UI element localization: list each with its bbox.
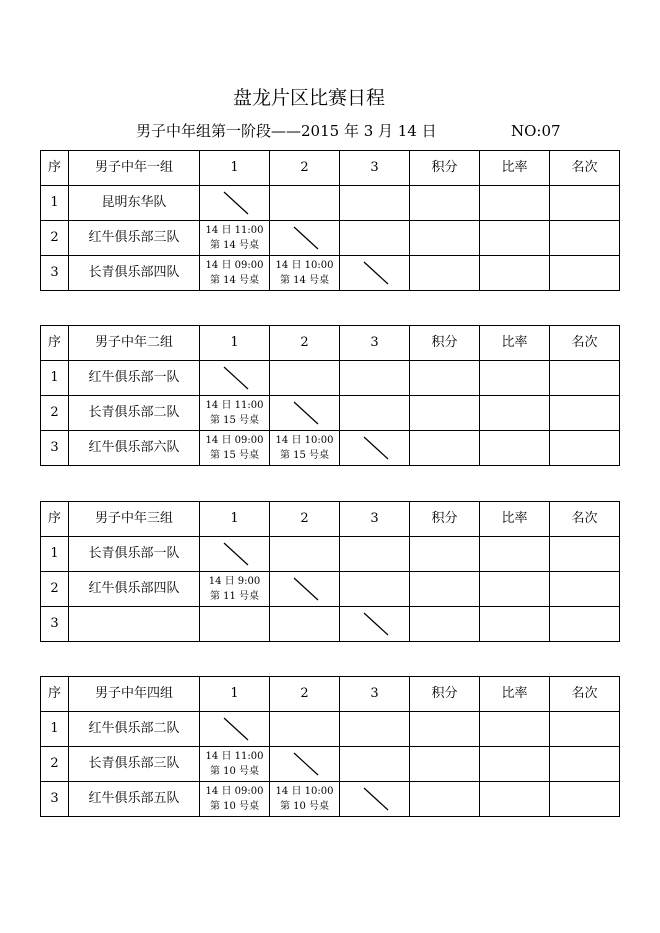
- header-col-2: 2: [270, 326, 340, 361]
- row-seq: 1: [41, 537, 69, 572]
- match-table: 第 14 号桌: [209, 240, 260, 251]
- match-time: 14 日 09:00: [205, 260, 264, 271]
- header-rank: 名次: [550, 677, 620, 712]
- points-cell: [410, 607, 480, 642]
- diagonal-slash-icon: [362, 611, 390, 637]
- header-col-2: 2: [270, 502, 340, 537]
- page-subtitle: 男子中年组第一阶段——2015 年 3 月 14 日: [136, 122, 437, 140]
- match-time: 14 日 10:00: [275, 435, 334, 446]
- points-cell: [410, 361, 480, 396]
- match-cell-2: [270, 431, 340, 466]
- self-match-cell: [200, 712, 270, 747]
- team-name: 红牛俱乐部三队: [69, 221, 200, 256]
- points-cell: [410, 221, 480, 256]
- match-cell-1: [200, 607, 270, 642]
- ratio-cell: [480, 256, 550, 291]
- ratio-cell: [480, 712, 550, 747]
- header-col-3: 3: [340, 677, 410, 712]
- rank-cell: [550, 537, 620, 572]
- diagonal-slash-icon: [362, 786, 390, 812]
- self-match-cell: [200, 537, 270, 572]
- table-row: [41, 256, 620, 291]
- table-row: [41, 361, 620, 396]
- match-cell-2: [270, 782, 340, 817]
- match-table: 第 10 号桌: [209, 766, 260, 777]
- match-cell-1: [200, 256, 270, 291]
- rank-cell: [550, 256, 620, 291]
- header-rank: 名次: [550, 326, 620, 361]
- self-match-cell: [200, 186, 270, 221]
- row-seq: 3: [41, 607, 69, 642]
- match-cell-1: [200, 396, 270, 431]
- header-col-2: 2: [270, 151, 340, 186]
- header-col-3: 3: [340, 502, 410, 537]
- team-name: 红牛俱乐部五队: [69, 782, 200, 817]
- header-col-1: 1: [200, 151, 270, 186]
- group-name: 男子中年三组: [69, 502, 200, 537]
- self-match-cell: [200, 361, 270, 396]
- match-time: 14 日 11:00: [205, 751, 264, 762]
- points-cell: [410, 537, 480, 572]
- points-cell: [410, 712, 480, 747]
- group-name: 男子中年一组: [69, 151, 200, 186]
- header-col-1: 1: [200, 326, 270, 361]
- diagonal-slash-icon: [222, 365, 250, 391]
- team-name: 长青俱乐部三队: [69, 747, 200, 782]
- document-number: NO:07: [511, 122, 561, 140]
- header-col-1: 1: [200, 502, 270, 537]
- row-seq: 1: [41, 186, 69, 221]
- header-ratio: 比率: [480, 326, 550, 361]
- team-name: 长青俱乐部一队: [69, 537, 200, 572]
- group-name: 男子中年二组: [69, 326, 200, 361]
- match-table: 第 14 号桌: [209, 275, 260, 286]
- self-match-cell: [340, 607, 410, 642]
- points-cell: [410, 186, 480, 221]
- team-name: 红牛俱乐部一队: [69, 361, 200, 396]
- match-cell-1: [200, 747, 270, 782]
- ratio-cell: [480, 396, 550, 431]
- match-cell-2: [270, 712, 340, 747]
- team-name: 昆明东华队: [69, 186, 200, 221]
- table-row: [41, 607, 620, 642]
- group-table: [40, 501, 620, 642]
- header-points: 积分: [410, 502, 480, 537]
- row-seq: 3: [41, 256, 69, 291]
- table-row: [41, 712, 620, 747]
- ratio-cell: [480, 572, 550, 607]
- diagonal-slash-icon: [222, 716, 250, 742]
- match-cell-3: [340, 186, 410, 221]
- rank-cell: [550, 782, 620, 817]
- match-table: 第 10 号桌: [279, 801, 330, 812]
- rank-cell: [550, 361, 620, 396]
- rank-cell: [550, 186, 620, 221]
- self-match-cell: [340, 256, 410, 291]
- team-name: [69, 607, 200, 642]
- match-time: 14 日 9:00: [208, 576, 261, 587]
- diagonal-slash-icon: [292, 225, 320, 251]
- table-header-row: [41, 502, 620, 537]
- table-row: [41, 221, 620, 256]
- self-match-cell: [270, 221, 340, 256]
- match-cell-3: [340, 537, 410, 572]
- team-name: 红牛俱乐部六队: [69, 431, 200, 466]
- row-seq: 2: [41, 747, 69, 782]
- table-header-row: [41, 326, 620, 361]
- match-cell-3: [340, 712, 410, 747]
- match-table: 第 15 号桌: [209, 450, 260, 461]
- points-cell: [410, 782, 480, 817]
- team-name: 长青俱乐部二队: [69, 396, 200, 431]
- row-seq: 1: [41, 361, 69, 396]
- table-row: [41, 396, 620, 431]
- diagonal-slash-icon: [222, 541, 250, 567]
- self-match-cell: [340, 431, 410, 466]
- header-points: 积分: [410, 677, 480, 712]
- match-table: 第 10 号桌: [209, 801, 260, 812]
- header-ratio: 比率: [480, 502, 550, 537]
- ratio-cell: [480, 186, 550, 221]
- row-seq: 2: [41, 396, 69, 431]
- header-ratio: 比率: [480, 151, 550, 186]
- match-cell-1: [200, 572, 270, 607]
- match-time: 14 日 09:00: [205, 435, 264, 446]
- ratio-cell: [480, 607, 550, 642]
- header-seq: 序: [41, 502, 69, 537]
- match-cell-2: [270, 607, 340, 642]
- header-col-3: 3: [340, 326, 410, 361]
- table-row: [41, 431, 620, 466]
- match-time: 14 日 10:00: [275, 260, 334, 271]
- points-cell: [410, 431, 480, 466]
- match-time: 14 日 11:00: [205, 225, 264, 236]
- rank-cell: [550, 396, 620, 431]
- rank-cell: [550, 221, 620, 256]
- self-match-cell: [340, 782, 410, 817]
- table-row: [41, 782, 620, 817]
- points-cell: [410, 572, 480, 607]
- match-cell-1: [200, 431, 270, 466]
- rank-cell: [550, 607, 620, 642]
- match-cell-2: [270, 361, 340, 396]
- ratio-cell: [480, 431, 550, 466]
- row-seq: 2: [41, 221, 69, 256]
- diagonal-slash-icon: [292, 400, 320, 426]
- table-row: [41, 747, 620, 782]
- ratio-cell: [480, 782, 550, 817]
- self-match-cell: [270, 396, 340, 431]
- diagonal-slash-icon: [362, 435, 390, 461]
- table-row: [41, 572, 620, 607]
- self-match-cell: [270, 572, 340, 607]
- points-cell: [410, 747, 480, 782]
- ratio-cell: [480, 361, 550, 396]
- match-cell-3: [340, 361, 410, 396]
- self-match-cell: [270, 747, 340, 782]
- match-time: 14 日 10:00: [275, 786, 334, 797]
- ratio-cell: [480, 537, 550, 572]
- header-col-3: 3: [340, 151, 410, 186]
- team-name: 长青俱乐部四队: [69, 256, 200, 291]
- row-seq: 2: [41, 572, 69, 607]
- header-col-2: 2: [270, 677, 340, 712]
- header-seq: 序: [41, 151, 69, 186]
- match-time: 14 日 09:00: [205, 786, 264, 797]
- match-cell-3: [340, 396, 410, 431]
- row-seq: 1: [41, 712, 69, 747]
- team-name: 红牛俱乐部四队: [69, 572, 200, 607]
- header-points: 积分: [410, 151, 480, 186]
- match-cell-2: [270, 186, 340, 221]
- match-cell-3: [340, 221, 410, 256]
- row-seq: 3: [41, 431, 69, 466]
- diagonal-slash-icon: [292, 751, 320, 777]
- header-seq: 序: [41, 326, 69, 361]
- table-row: [41, 186, 620, 221]
- team-name: 红牛俱乐部二队: [69, 712, 200, 747]
- group-table: [40, 676, 620, 817]
- group-table: [40, 325, 620, 466]
- header-ratio: 比率: [480, 677, 550, 712]
- header-rank: 名次: [550, 502, 620, 537]
- match-cell-1: [200, 782, 270, 817]
- header-rank: 名次: [550, 151, 620, 186]
- match-table: 第 14 号桌: [279, 275, 330, 286]
- page-title: 盘龙片区比赛日程: [232, 87, 385, 109]
- rank-cell: [550, 747, 620, 782]
- header-seq: 序: [41, 677, 69, 712]
- match-cell-1: [200, 221, 270, 256]
- rank-cell: [550, 431, 620, 466]
- table-header-row: [41, 677, 620, 712]
- points-cell: [410, 396, 480, 431]
- header-points: 积分: [410, 326, 480, 361]
- diagonal-slash-icon: [292, 576, 320, 602]
- match-cell-3: [340, 747, 410, 782]
- match-table: 第 11 号桌: [209, 591, 260, 602]
- match-cell-2: [270, 537, 340, 572]
- points-cell: [410, 256, 480, 291]
- match-table: 第 15 号桌: [279, 450, 330, 461]
- rank-cell: [550, 572, 620, 607]
- diagonal-slash-icon: [362, 260, 390, 286]
- group-table: [40, 150, 620, 291]
- table-row: [41, 537, 620, 572]
- match-table: 第 15 号桌: [209, 415, 260, 426]
- match-cell-2: [270, 256, 340, 291]
- group-name: 男子中年四组: [69, 677, 200, 712]
- rank-cell: [550, 712, 620, 747]
- row-seq: 3: [41, 782, 69, 817]
- diagonal-slash-icon: [222, 190, 250, 216]
- ratio-cell: [480, 221, 550, 256]
- match-time: 14 日 11:00: [205, 400, 264, 411]
- table-header-row: [41, 151, 620, 186]
- ratio-cell: [480, 747, 550, 782]
- header-col-1: 1: [200, 677, 270, 712]
- match-cell-3: [340, 572, 410, 607]
